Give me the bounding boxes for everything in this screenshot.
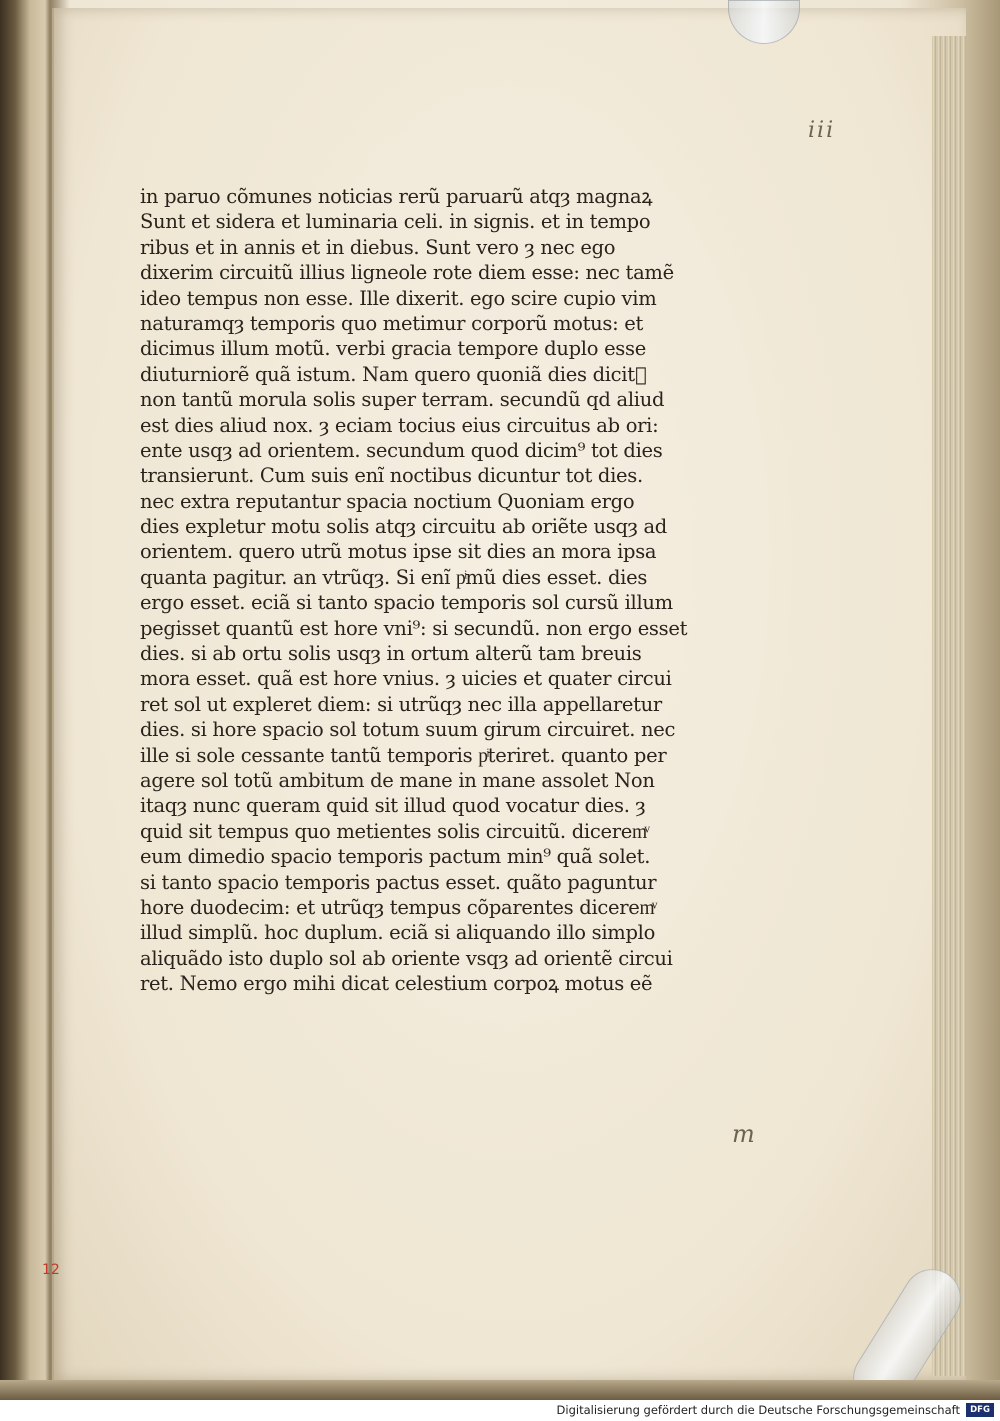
text-line: in paruo cõmunes noticias rerũ paruarũ atqȝ magnaꝝ [140,185,653,208]
text-line: non tantũ morula solis super terram. secundũ qd aliud [140,388,665,412]
text-line: est dies aliud nox. ȝ eciam tocius eius circuitus ab ori: [140,413,659,437]
text-line: eum dimedio spacio temporis pactum min⁹ quã solet. [140,845,651,869]
text-line: dies. si hore spacio sol totum suum girum circuiret. nec [140,718,676,742]
text-line: ret. Nemo ergo mihi dicat celestium corpoꝝ motus eẽ [140,972,653,996]
margin-number: 12 [42,1262,60,1278]
text-line: quanta pagitur. an vtrũqȝ. Si enĩ pͥmũ dies esset. dies [140,565,648,589]
book-bottom-edge [0,1380,1000,1400]
text-line: hore duodecim: et utrũqȝ tempus cõparentes diceremͮ [140,895,655,919]
text-line: dixerim circuitũ illius ligneole rote diem esse: nec tamẽ [140,261,674,285]
text-line: quid sit tempus quo metientes solis circuitũ. diceremͮ [140,819,647,843]
text-line: transierunt. Cum suis enĩ noctibus dicuntur tot dies. [140,464,643,488]
text-line: illud simplũ. hoc duplum. eciã si aliquando illo simplo [140,921,656,945]
text-line: naturamqȝ temporis quo metimur corporũ motus: et [140,311,644,335]
text-line: agere sol totũ ambitum de mane in mane assolet Non [140,768,655,792]
page-fore-edge [932,36,966,1376]
text-line: dies expletur motu solis atqȝ circuitu ab oriẽte usqȝ ad [140,515,667,539]
text-line: ret sol ut expleret diem: si utrũqȝ nec illa appellaretur [140,692,662,716]
text-line: dicimus illum motũ. verbi gracia tempore duplo esse [140,337,646,361]
text-line: ideo tempus non esse. Ille dixerit. ego scire cupio vim [140,286,657,310]
text-line: nec extra reputantur spacia noctium Quoniam ergo [140,489,635,513]
text-line: si tanto spacio temporis pactus esset. quãto paguntur [140,870,657,894]
dfg-logo: DFG [966,1403,994,1417]
text-line: ergo esset. eciã si tanto spacio temporis sol cursũ illum [140,591,673,615]
text-line: ribus et in annis et in diebus. Sunt vero ȝ nec ego [140,235,616,259]
text-line: ille si sole cessante tantũ temporis pͥteriret. quanto per [140,743,667,767]
text-line: pegisset quantũ est hore vni⁹: si secundũ. non ergo esset [140,616,688,640]
footer-bar [0,1400,1000,1421]
text-line: diuturniorẽ quã istum. Nam quero quoniã dies dicitᷣ [140,362,647,386]
folio-mark: iii [808,118,836,143]
text-block [140,184,688,997]
text-line: dies. si ab ortu solis usqȝ in ortum alterũ tam breuis [140,642,642,666]
text-line: Sunt et sidera et luminaria celi. in signis. et in tempo [140,210,651,234]
text-line: itaqȝ nunc queram quid sit illud quod vocatur dies. ȝ [140,794,646,818]
text-line: mora esset. quã est hore vnius. ȝ uicies et quater circui [140,667,672,691]
signature-mark: m [732,1120,755,1148]
text-line: ente usqȝ ad orientem. secundum quod dicim⁹ tot dies [140,438,663,462]
footer-credit: Digitalisierung gefördert durch die Deutsche Forschungsgemeinschaft [556,1403,960,1417]
text-line: aliquãdo isto duplo sol ab oriente vsqȝ ad orientẽ circui [140,946,673,970]
text-line: orientem. quero utrũ motus ipse sit dies an mora ipsa [140,540,657,564]
